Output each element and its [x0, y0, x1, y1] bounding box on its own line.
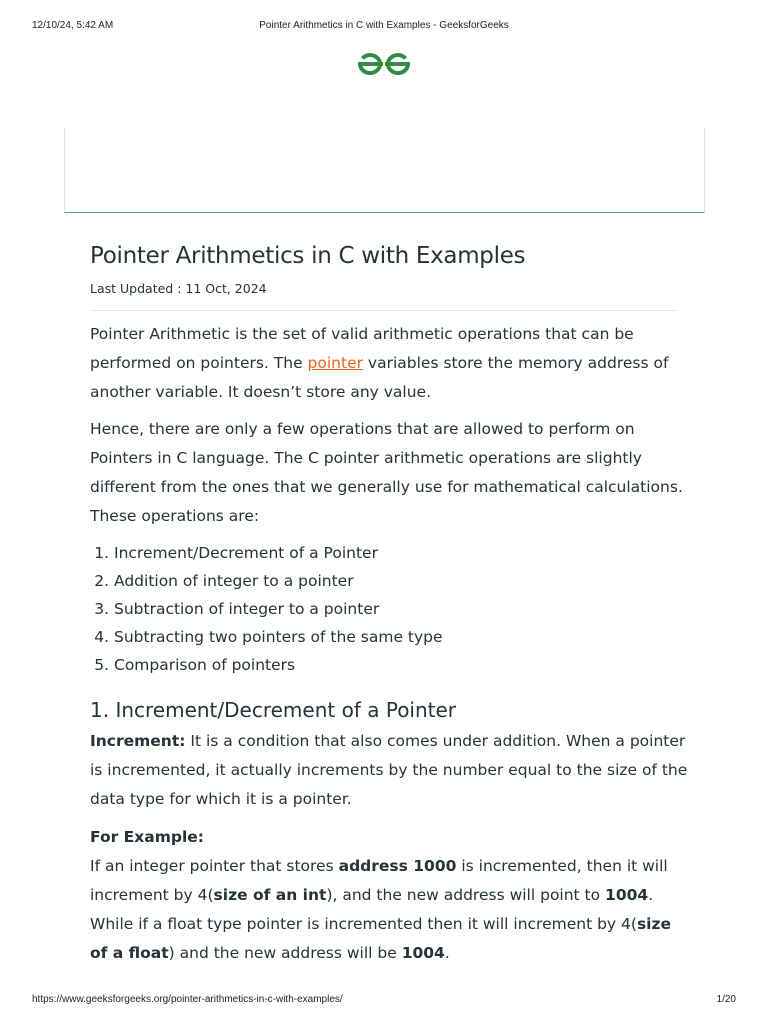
intro-paragraph	[90, 320, 690, 407]
increment-paragraph	[90, 727, 690, 814]
pointer-link[interactable]: pointer	[307, 354, 363, 372]
intro-text-end: variables store the memory address of another variable. It doesn’t store any value.	[90, 354, 669, 401]
example-paragraph	[90, 852, 690, 968]
example-bold: address 1000	[338, 857, 457, 875]
ad-placeholder	[64, 127, 705, 213]
intro-text-start: Pointer Arithmetic is the set of valid arithmetic operations that can be performed on pointers. The	[90, 325, 634, 372]
example-text: ) and the new address will be	[168, 944, 402, 962]
increment-text: It is a condition that also comes under addition. When a pointer is incremented, it actually increments by the number equal to the size of the data type for which it is a pointer.	[90, 732, 688, 808]
list-item: 3. Subtraction of integer to a pointer	[114, 595, 690, 623]
page-number: 1/20	[716, 994, 736, 1005]
last-updated: Last Updated : 11 Oct, 2024	[90, 281, 267, 296]
example-text: . While if a float type pointer is incremented then it will increment by 4(	[90, 886, 654, 933]
divider	[90, 310, 678, 311]
article	[90, 238, 690, 968]
example-text: is incremented, then it will increment by 4(	[90, 857, 668, 904]
print-url: https://www.geeksforgeeks.org/pointer-arithmetics-in-c-with-examples/	[32, 994, 343, 1005]
list-item: 1. Increment/Decrement of a Pointer	[114, 539, 690, 567]
example-bold: 1004	[401, 944, 445, 962]
example-text: .	[444, 944, 450, 962]
example-bold: size of an int	[213, 886, 327, 904]
gfg-logo-icon[interactable]	[356, 50, 412, 78]
example-text: ), and the new address will point to	[326, 886, 606, 904]
list-item: 5. Comparison of pointers	[114, 651, 690, 679]
article-title: Pointer Arithmetics in C with Examples	[90, 243, 526, 269]
print-footer	[32, 994, 736, 1008]
example-label: For Example:	[90, 828, 204, 846]
section-heading: 1. Increment/Decrement of a Pointer	[90, 698, 457, 722]
print-header	[32, 20, 736, 34]
list-item: 4. Subtracting two pointers of the same type	[114, 623, 690, 651]
example-bold: size of a float	[90, 915, 672, 962]
increment-label: Increment:	[90, 732, 186, 750]
example-label-paragraph	[90, 823, 690, 852]
example-text: If an integer pointer that stores	[90, 857, 339, 875]
operations-list	[90, 539, 690, 679]
list-item: 2. Addition of integer to a pointer	[114, 567, 690, 595]
print-date: 12/10/24, 5:42 AM	[32, 20, 114, 31]
example-bold: 1004	[605, 886, 649, 904]
print-page-title: Pointer Arithmetics in C with Examples - GeeksforGeeks	[259, 20, 509, 31]
operations-intro-paragraph: Hence, there are only a few operations that are allowed to perform on Pointers in C language. The C pointer arithmetic operations are slightly different from the ones that we generally use for mathematical calculations. These operations are:	[90, 420, 683, 525]
